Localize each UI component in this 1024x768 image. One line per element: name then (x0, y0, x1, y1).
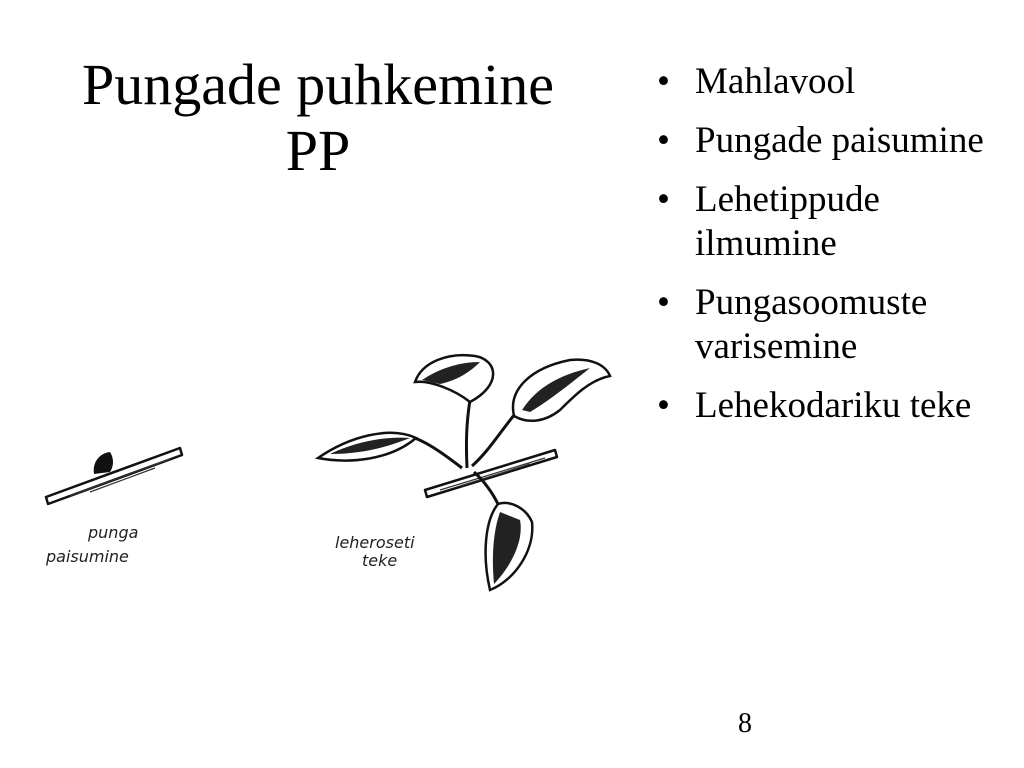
bullet-icon: • (657, 120, 670, 161)
plant-illustration (30, 340, 630, 610)
stem-top (466, 400, 470, 468)
left-caption-line-1: punga (88, 523, 139, 542)
title-line-1: Pungade puhkemine (82, 52, 554, 117)
left-twig (46, 448, 182, 504)
page-number: 8 (738, 708, 752, 739)
swelling-bud-drawing (46, 448, 182, 504)
bullet-icon: • (657, 282, 670, 323)
bullet-icon: • (657, 385, 670, 426)
bullet-item-pungasoomuste-varisemine (655, 281, 1015, 369)
right-caption-line-2: teke (362, 551, 398, 570)
bullet-text: Pungade paisumine (695, 120, 984, 161)
bullet-icon: • (657, 179, 670, 220)
bullet-icon: • (657, 61, 670, 102)
bullet-item-lehetippude-ilmumine (655, 178, 1015, 266)
bullet-item-mahlavool (655, 60, 1015, 104)
bullet-text: Pungasoomuste varisemine (695, 282, 928, 367)
stem-left (415, 438, 462, 468)
bud-icon (94, 452, 113, 474)
left-twig-shading (70, 459, 170, 496)
bullet-item-lehekodariku-teke (655, 384, 1015, 428)
slide-title (18, 52, 618, 184)
bullet-text: Lehetippude ilmumine (695, 179, 880, 264)
stem-right (472, 414, 515, 466)
right-caption-line-1: leheroseti (335, 533, 415, 552)
bullet-item-pungade-paisumine (655, 119, 1015, 163)
bullet-list (655, 60, 1015, 443)
title-line-2: PP (285, 118, 351, 183)
bullet-text: Lehekodariku teke (695, 385, 972, 426)
bullet-text: Mahlavool (695, 61, 856, 102)
left-caption-line-2: paisumine (46, 547, 129, 566)
